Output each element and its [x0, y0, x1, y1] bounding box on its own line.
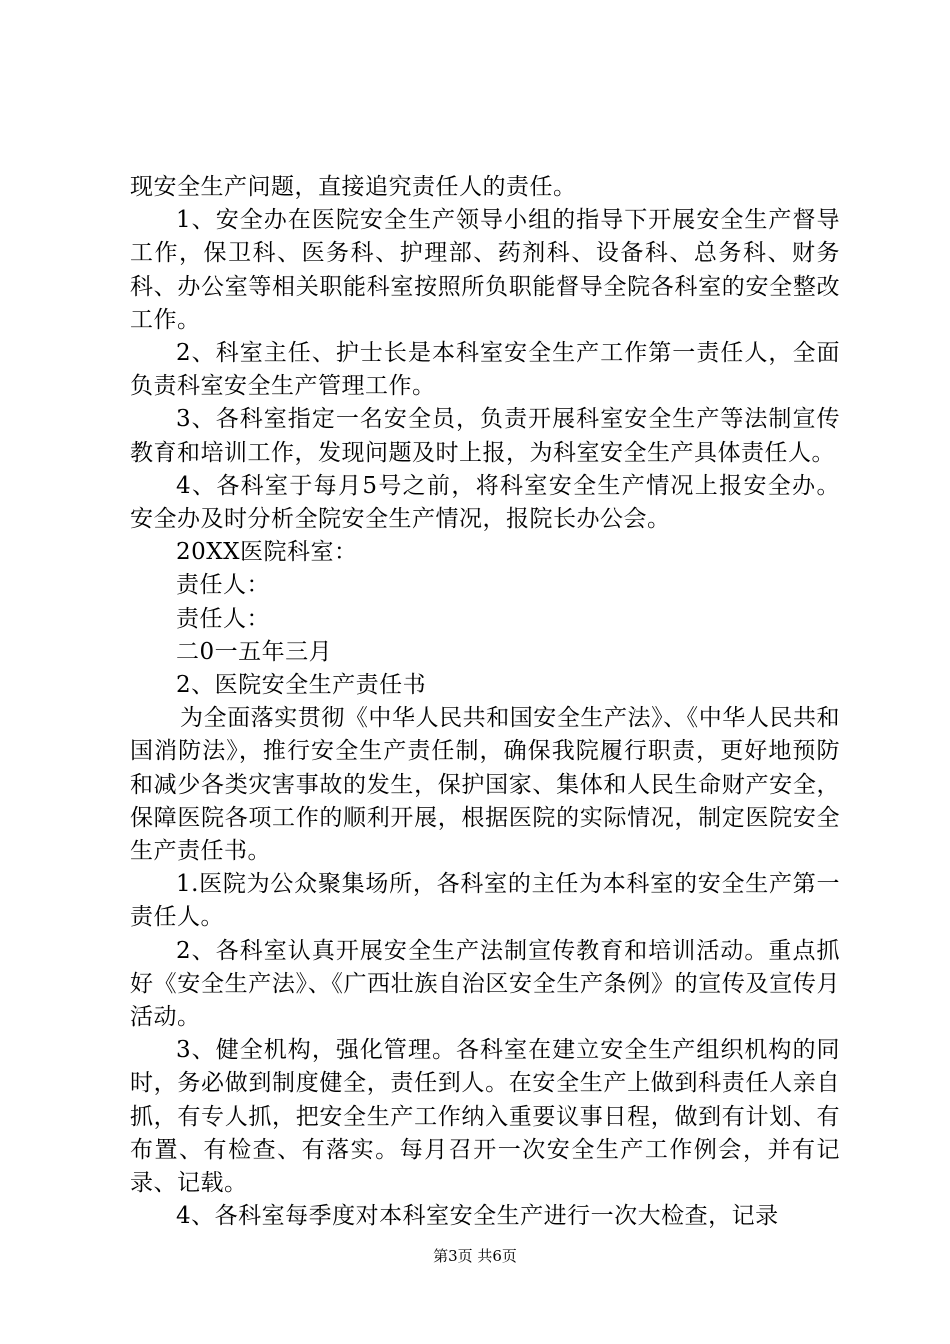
paragraph: 4、各科室于每月5号之前，将科室安全生产情况上报安全办。安全办及时分析全院安全生产情况，报院长办公会。 — [130, 472, 840, 533]
document-body — [130, 171, 840, 1234]
paragraph: 2、各科室认真开展安全生产法制宣传教育和培训活动。重点抓好《安全生产法》、《广西壮族自治区安全生产条例》的宣传及宣传月活动。 — [130, 937, 840, 1031]
paragraph: 为全面落实贯彻《中华人民共和国安全生产法》、《中华人民共和国消防法》，推行安全生产责任制，确保我院履行职责，更好地预防和减少各类灾害事故的发生，保护国家、集体和人民生命财产安全，保障医院各项工作的顺利开展，根据医院的实际情况，制定医院安全生产责任书。 — [130, 705, 840, 865]
paragraph: 3、各科室指定一名安全员，负责开展科室安全生产等法制宣传教育和培训工作，发现问题及时上报，为科室安全生产具体责任人。 — [130, 406, 840, 466]
section-heading: 2、医院安全生产责任书 — [176, 672, 427, 699]
paragraph: 4、各科室每季度对本科室安全生产进行一次大检查，记录 — [176, 1203, 779, 1230]
paragraph: 20XX医院科室： — [176, 539, 358, 566]
paragraph: 现安全生产问题，直接追究责任人的责任。 — [130, 174, 577, 200]
paragraph: 责任人： — [176, 572, 270, 599]
paragraph: 二0一五年三月 — [176, 638, 333, 665]
paragraph: 1、安全办在医院安全生产领导小组的指导下开展安全生产督导工作，保卫科、医务科、护理部、药剂科、设备科、总务科、财务科、办公室等相关职能科室按照所负职能督导全院各科室的安全整改工作。 — [130, 207, 840, 333]
paragraph: 3、健全机构，强化管理。各科室在建立安全生产组织机构的同时，务必做到制度健全，责任到人。在安全生产上做到科责任人亲自抓，有专人抓，把安全生产工作纳入重要议事日程，做到有计划、有布置、有检查、有落实。每月召开一次安全生产工作例会，并有记录、记载。 — [130, 1037, 840, 1197]
paragraph: 1.医院为公众聚集场所，各科室的主任为本科室的安全生产第一责任人。 — [130, 871, 840, 931]
paragraph: 责任人： — [176, 605, 270, 632]
page-number-footer: 第3页 共6页 — [433, 1247, 517, 1265]
paragraph: 2、科室主任、护士长是本科室安全生产工作第一责任人，全面负责科室安全生产管理工作。 — [130, 340, 840, 400]
